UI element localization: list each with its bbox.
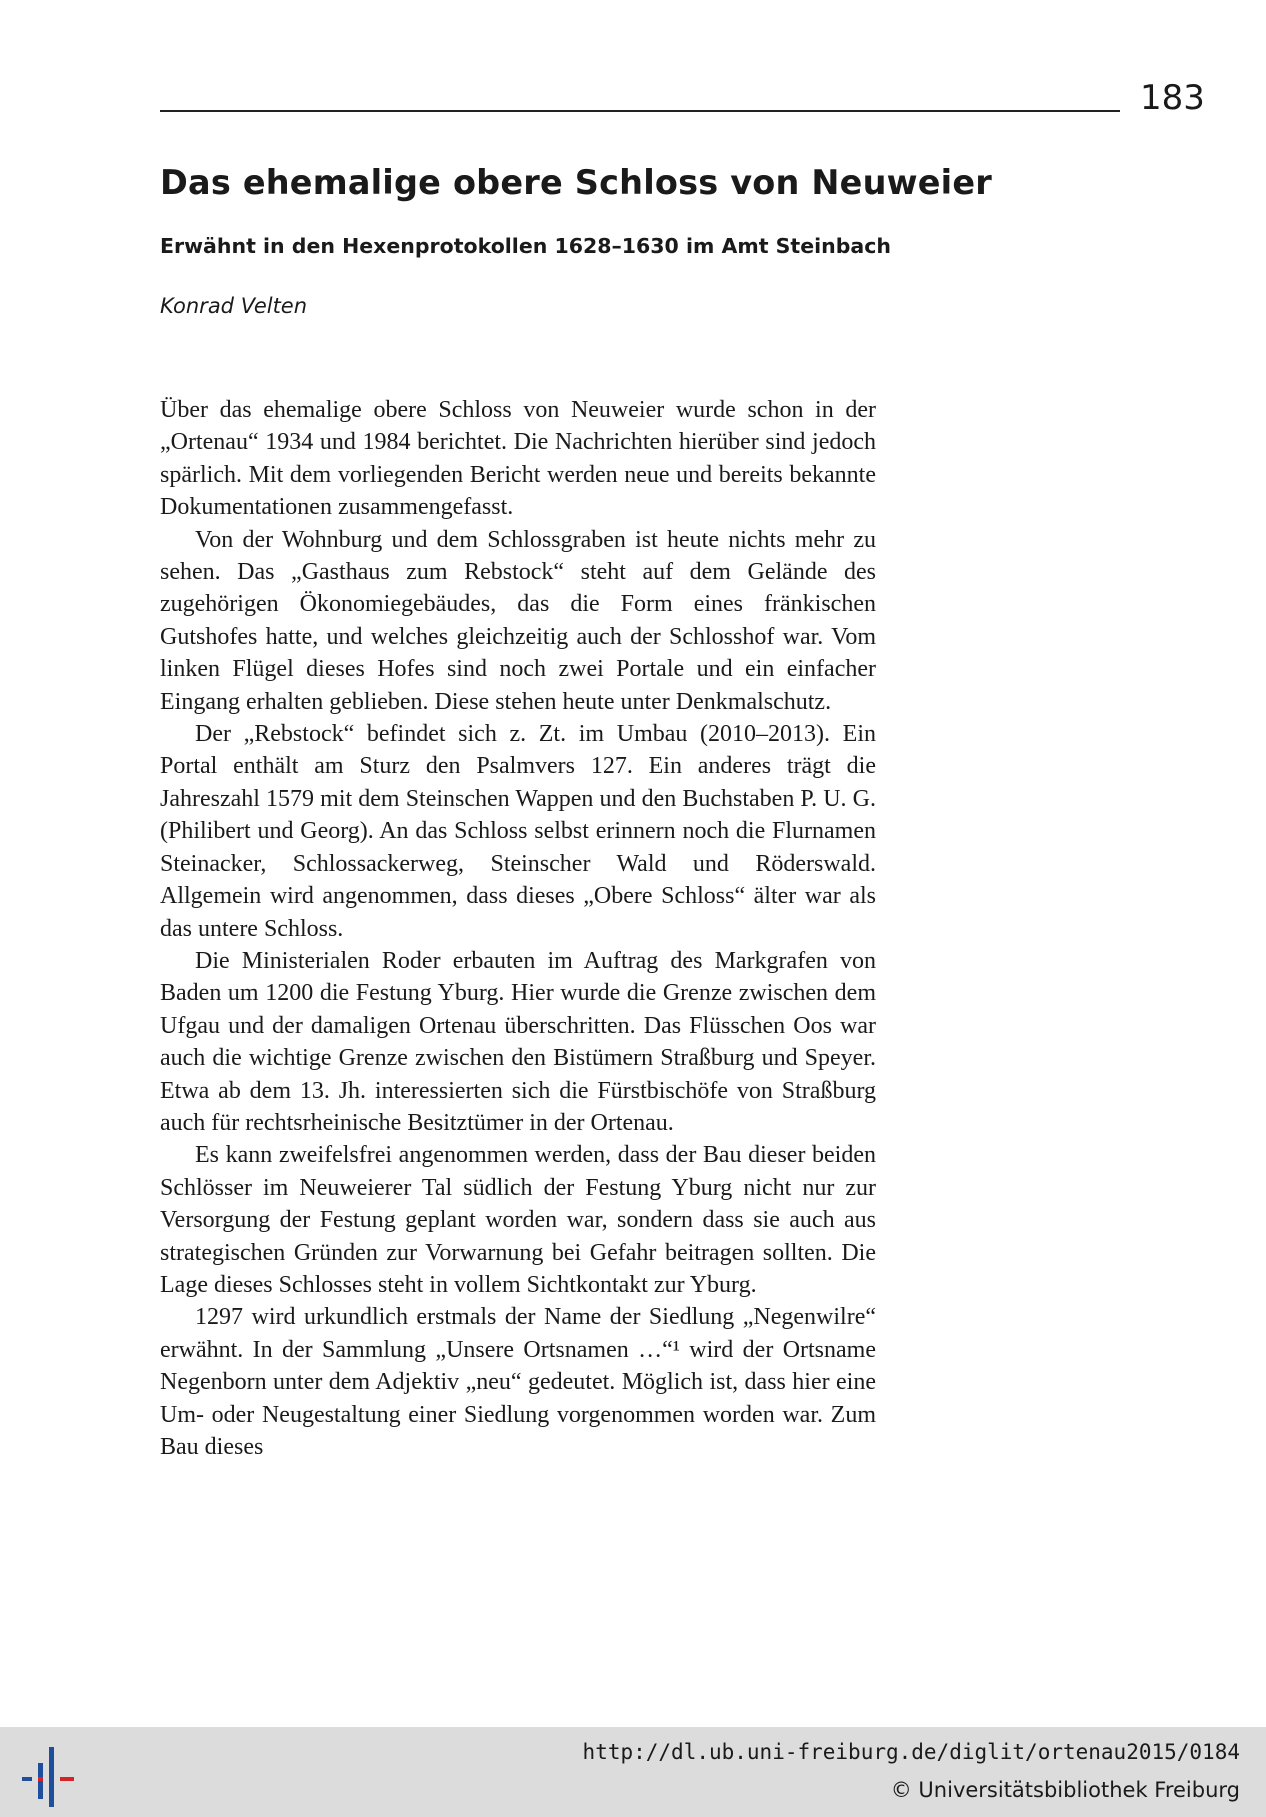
body-paragraph: Die Ministerialen Roder erbauten im Auftrag des Markgrafen von Baden um 1200 die Festung Yburg. Hier wurde die Grenze zwischen dem Ufgau und der damaligen Ortenau überschritten. Das Flüsschen Oos war auch die wichtige Grenze zwischen den Bistümern Straßburg und Speyer. Etwa ab dem 13. Jh. interessierten sich die Fürstbischöfe von Straßburg auch für rechtsrheinische Besitztümer in der Ortenau. [160,947,876,1136]
body-paragraph: Über das ehemalige obere Schloss von Neuweier wurde schon in der „Ortenau“ 1934 und 1984 berichtet. Die Nachrichten hierüber sind jedoch spärlich. Mit dem vorliegenden Bericht werden neue und bereits bekannte Dokumentationen zusammengefasst. [160,397,876,521]
footer-bar [0,1727,1266,1817]
body-paragraph: 1297 wird urkundlich erstmals der Name der Siedlung „Negenwilre“ erwähnt. In der Sammlung „Unsere Ortsnamen …“¹ wird der Ortsname Negenborn unter dem Adjektiv „neu“ gedeutet. Möglich ist, dass hier eine Um- oder Neugestaltung einer Siedlung vorgenommen worden war. Zum Bau dieses [160,1304,876,1460]
article-author: Konrad Velten [160,294,308,318]
body-paragraph: Es kann zweifelsfrei angenommen werden, dass der Bau dieser beiden Schlösser im Neuweierer Tal südlich der Festung Yburg nicht nur zur Versorgung der Festung geplant worden war, sondern dass sie auch aus strategischen Gründen zur Vorwarnung bei Gefahr beitragen sollten. Die Lage dieses Schlosses steht in vollem Sichtkontakt zur Yburg. [160,1142,876,1298]
body-paragraph: Von der Wohnburg und dem Schlossgraben ist heute nichts mehr zu sehen. Das „Gasthaus zum Rebstock“ steht auf dem Gelände des zugehörigen Ökonomiegebäudes, das die Form eines fränkischen Gutshofes hatte, und welches gleichzeitig auch der Schlosshof war. Vom linken Flügel dieses Hofes sind noch zwei Portale und ein einfacher Eingang erhalten geblieben. Diese stehen heute unter Denkmalschutz. [160,526,876,715]
article-body [160,394,876,1463]
page-number: 183 [1140,78,1205,118]
footer-copyright: © Universitätsbibliothek Freiburg [890,1778,1240,1802]
header-rule [160,110,1120,112]
body-paragraph: Der „Rebstock“ befindet sich z. Zt. im Umbau (2010–2013). Ein Portal enthält am Sturz den Psalmvers 127. Ein anderes trägt die Jahreszahl 1579 mit dem Steinschen Wappen und den Buchstaben P. U. G. (Philibert und Georg). An das Schloss selbst erinnern noch die Flurnamen Steinacker, Schlossackerweg, Steinscher Wald und Röderswald. Allgemein wird angenommen, dass dieses „Obere Schloss“ älter war als das untere Schloss. [160,721,876,942]
article-title: Das ehemalige obere Schloss von Neuweier [160,163,993,202]
footer-url-link[interactable]: http://dl.ub.uni-freiburg.de/diglit/ortenau2015/0184 [582,1740,1240,1764]
article-subtitle: Erwähnt in den Hexenprotokollen 1628–1630 im Amt Steinbach [160,234,891,258]
ub-freiburg-logo-icon [22,1747,78,1807]
